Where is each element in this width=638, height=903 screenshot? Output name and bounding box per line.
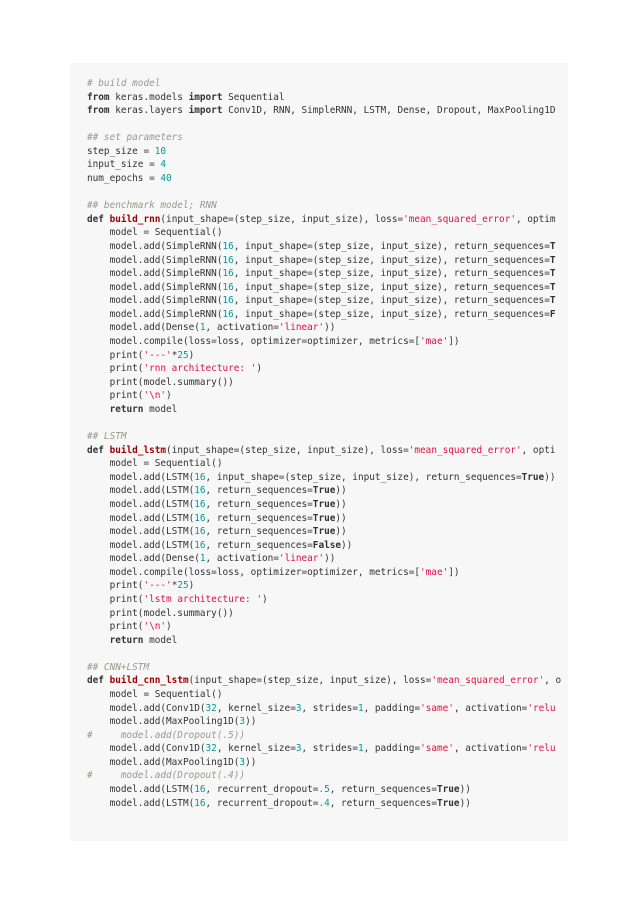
code-text: )) [335, 512, 347, 524]
code-text: )) [245, 716, 257, 728]
code-line [87, 131, 568, 145]
code-line [87, 362, 568, 376]
code-text: model.add(Dense( [87, 322, 200, 334]
code-keyword: def [87, 444, 104, 456]
code-number: 16 [222, 281, 234, 293]
code-text: model.add(LSTM( [87, 784, 195, 796]
code-text: , strides= [301, 702, 358, 714]
code-text: , input_shape=(step_size, input_size), return_sequences= [233, 295, 550, 307]
code-keyword: def [87, 213, 104, 225]
code-string: '\n' [143, 390, 167, 402]
code-number: 16 [194, 485, 206, 497]
code-text: model.compile(loss=loss, optimizer=optimizer, metrics=[ [87, 566, 421, 578]
code-number: 40 [160, 173, 172, 185]
code-text: print( [87, 580, 144, 592]
code-text: model.add(Conv1D( [87, 743, 206, 755]
code-line [87, 756, 568, 770]
code-text: , return_sequences= [205, 539, 313, 551]
code-text: , input_shape=(step_size, input_size), return_sequences= [205, 471, 522, 483]
code-boolean: T [549, 268, 556, 280]
code-line [87, 118, 568, 132]
code-text: model.add(Dense( [87, 553, 200, 565]
code-line [87, 539, 568, 553]
code-line [87, 104, 568, 118]
code-string: '---' [143, 580, 172, 592]
code-line [87, 444, 568, 458]
code-number: 32 [205, 743, 217, 755]
code-boolean: False [312, 539, 342, 551]
code-keyword: def [87, 675, 104, 687]
code-text: model.add(Conv1D( [87, 702, 206, 714]
code-text: ) [188, 349, 195, 361]
code-text: , activation= [453, 702, 528, 714]
code-boolean: F [549, 308, 556, 320]
code-text: )) [324, 553, 336, 565]
code-listing [70, 63, 568, 810]
code-number: 16 [222, 240, 234, 252]
code-string: 'same' [420, 743, 454, 755]
code-comment: # model.add(Dropout(.5)) [87, 729, 246, 741]
code-line [87, 579, 568, 593]
code-boolean: T [549, 295, 556, 307]
code-text: print(model.summary()) [87, 376, 234, 388]
code-number: 16 [194, 797, 206, 809]
code-number: 4 [160, 159, 167, 171]
code-text: , return_sequences= [329, 797, 437, 809]
code-text: , padding= [363, 743, 421, 755]
code-text: print(model.summary()) [87, 607, 234, 619]
code-keyword: return [109, 634, 144, 646]
code-line [87, 308, 568, 322]
code-text: , input_shape=(step_size, input_size), return_sequences= [233, 281, 550, 293]
code-text: keras.layers [109, 105, 189, 117]
code-string: 'linear' [278, 322, 325, 334]
code-text: model.add(MaxPooling1D( [87, 716, 240, 728]
code-line [87, 430, 568, 444]
code-text: , recurrent_dropout= [205, 797, 319, 809]
code-text: model.add(LSTM( [87, 539, 195, 551]
code-number: 16 [194, 498, 206, 510]
code-comment: ## set parameters [87, 132, 183, 144]
code-text [87, 635, 110, 646]
code-text: , opti [521, 444, 556, 456]
code-number: 16 [222, 295, 234, 307]
code-text: print( [87, 593, 144, 605]
code-number: 16 [194, 471, 206, 483]
code-number: 16 [194, 526, 206, 538]
code-string: 'linear' [278, 553, 325, 565]
code-line [87, 254, 568, 268]
code-boolean: T [549, 240, 556, 252]
code-boolean: True [436, 797, 460, 809]
code-line [87, 566, 568, 580]
code-line [87, 593, 568, 607]
code-line [87, 403, 568, 417]
code-text: )) [335, 526, 347, 538]
code-line [87, 281, 568, 295]
code-line [87, 484, 568, 498]
code-comment: # model.add(Dropout(.4)) [87, 770, 246, 782]
code-number: 3 [239, 756, 246, 768]
code-text: , input_shape=(step_size, input_size), return_sequences= [233, 254, 550, 266]
code-string: 'rnn architecture: ' [143, 363, 257, 375]
code-text: Conv1D, RNN, SimpleRNN, LSTM, Dense, Dropout, MaxPooling1D [222, 105, 556, 117]
code-text: model.add(LSTM( [87, 498, 195, 510]
code-line [87, 674, 568, 688]
code-text: , return_sequences= [205, 512, 313, 524]
code-string: '---' [143, 349, 172, 361]
code-line [87, 158, 568, 172]
code-text: (input_shape=(step_size, input_size), loss= [166, 444, 409, 456]
code-number: 1 [357, 743, 364, 755]
code-string: '\n' [143, 621, 167, 633]
code-number: 3 [295, 702, 302, 714]
code-line [87, 552, 568, 566]
code-text: ) [166, 390, 172, 402]
code-string: 'mean_squared_error' [431, 675, 545, 687]
code-text [87, 404, 110, 415]
code-number: 16 [194, 784, 206, 796]
code-comment: # build model [87, 78, 161, 89]
code-number: 3 [295, 743, 302, 755]
code-text: , strides= [301, 743, 358, 755]
code-text: print( [87, 390, 144, 402]
code-line [87, 376, 568, 390]
code-text: , input_shape=(step_size, input_size), return_sequences= [233, 268, 550, 280]
code-function-name: build_cnn_lstm [109, 675, 189, 687]
code-number: 1 [357, 702, 364, 714]
code-number: 16 [222, 308, 234, 320]
code-line [87, 742, 568, 756]
code-text: ) [261, 593, 268, 605]
code-text: )) [245, 756, 257, 768]
code-text: , padding= [363, 702, 421, 714]
code-line [87, 634, 568, 648]
code-line [87, 769, 568, 783]
code-line [87, 702, 568, 716]
code-text: model [143, 634, 178, 646]
code-number: 25 [177, 580, 189, 592]
code-text: , o [544, 675, 562, 687]
code-line [87, 335, 568, 349]
code-text: , return_sequences= [205, 498, 313, 510]
code-line [87, 294, 568, 308]
code-boolean: T [549, 281, 556, 293]
code-number: 16 [222, 254, 234, 266]
code-boolean: True [521, 471, 545, 483]
code-text: model.add(LSTM( [87, 471, 195, 483]
code-text: (input_shape=(step_size, input_size), loss= [188, 675, 432, 687]
code-line [87, 661, 568, 675]
code-number: .4 [318, 797, 330, 809]
code-function-name: build_lstm [109, 444, 167, 456]
code-text: )) [324, 322, 336, 334]
code-text: num_epochs = [87, 173, 161, 185]
code-number: 1 [199, 553, 206, 565]
code-number: 32 [205, 702, 217, 714]
code-text: , input_shape=(step_size, input_size), return_sequences= [233, 308, 550, 320]
code-number: 3 [239, 716, 246, 728]
code-boolean: True [312, 526, 336, 538]
code-number: 16 [194, 539, 206, 551]
code-text: model.add(LSTM( [87, 797, 195, 809]
code-text: ) [188, 580, 195, 592]
code-string: 'mean_squared_error' [408, 444, 522, 456]
code-keyword: from [87, 91, 110, 103]
code-text: model.add(MaxPooling1D( [87, 756, 240, 768]
code-text: input_size = [87, 159, 161, 171]
code-text: ) [166, 621, 172, 633]
code-line [87, 647, 568, 661]
code-text: )) [544, 471, 556, 483]
code-boolean: True [436, 784, 460, 796]
code-text: model [143, 403, 178, 415]
code-boolean: True [312, 512, 336, 524]
code-string: 'relu [527, 702, 556, 714]
code-line [87, 226, 568, 240]
code-text: model.compile(loss=loss, optimizer=optimizer, metrics=[ [87, 335, 421, 347]
code-text: (input_shape=(step_size, input_size), loss= [160, 213, 404, 225]
code-text: ) [256, 363, 262, 375]
code-text: )) [341, 539, 353, 551]
code-text: model.add(SimpleRNN( [87, 240, 223, 252]
code-line [87, 797, 568, 811]
code-text: model.add(SimpleRNN( [87, 295, 223, 307]
code-line [87, 607, 568, 621]
code-text: model.add(SimpleRNN( [87, 254, 223, 266]
code-comment: ## benchmark model; RNN [87, 200, 217, 212]
code-text: model.add(LSTM( [87, 512, 195, 524]
code-text: , kernel_size= [216, 743, 296, 755]
code-function-name: build_rnn [109, 213, 161, 225]
code-number: 16 [194, 512, 206, 524]
code-text: model = Sequential() [87, 227, 223, 239]
code-text: , input_shape=(step_size, input_size), return_sequences= [233, 240, 550, 252]
code-line [87, 715, 568, 729]
code-text: ]) [448, 566, 460, 578]
code-line [87, 620, 568, 634]
code-keyword: import [188, 91, 223, 103]
code-text: print( [87, 363, 144, 375]
code-string: 'lstm architecture: ' [143, 593, 262, 605]
code-text: model.add(SimpleRNN( [87, 268, 223, 280]
code-text: keras.models [109, 91, 189, 103]
code-text: )) [335, 485, 347, 497]
code-line [87, 321, 568, 335]
code-keyword: return [109, 403, 144, 415]
code-text: * [171, 349, 178, 361]
code-text: model.add(SimpleRNN( [87, 308, 223, 320]
code-number: 25 [177, 349, 189, 361]
code-text: model = Sequential() [87, 689, 223, 701]
code-line [87, 688, 568, 702]
code-line [87, 416, 568, 430]
code-line [87, 186, 568, 200]
code-line [87, 525, 568, 539]
code-boolean: T [549, 254, 556, 266]
code-line [87, 349, 568, 363]
code-comment: ## LSTM [87, 431, 127, 443]
code-text: model = Sequential() [87, 458, 223, 470]
code-line [87, 77, 568, 91]
code-string: 'same' [420, 702, 454, 714]
code-text: model.add(LSTM( [87, 485, 195, 497]
code-line [87, 783, 568, 797]
code-text: , return_sequences= [205, 485, 313, 497]
code-line [87, 512, 568, 526]
code-text: , activation= [453, 743, 528, 755]
code-string: 'mean_squared_error' [403, 213, 516, 225]
code-line [87, 145, 568, 159]
code-text: , return_sequences= [205, 526, 313, 538]
code-text: Sequential [222, 91, 285, 103]
code-line [87, 498, 568, 512]
code-text: , optim [516, 213, 556, 225]
code-keyword: from [87, 105, 110, 117]
code-number: .5 [318, 784, 330, 796]
code-line [87, 240, 568, 254]
code-text: print( [87, 621, 144, 633]
code-text: model.add(LSTM( [87, 526, 195, 538]
code-comment: ## CNN+LSTM [87, 661, 150, 673]
code-line [87, 91, 568, 105]
code-number: 16 [222, 268, 234, 280]
code-text: model.add(SimpleRNN( [87, 281, 223, 293]
code-number: 10 [154, 145, 167, 157]
code-text: step_size = [87, 145, 155, 157]
code-text: , kernel_size= [216, 702, 296, 714]
code-line [87, 471, 568, 485]
code-line [87, 267, 568, 281]
code-text: , activation= [205, 322, 279, 334]
code-text: )) [335, 498, 347, 510]
code-text: , activation= [205, 553, 279, 565]
code-line [87, 172, 568, 186]
code-text: ]) [448, 335, 460, 347]
code-text: , return_sequences= [329, 784, 437, 796]
code-keyword: import [188, 105, 223, 117]
code-text: print( [87, 349, 144, 361]
code-line [87, 457, 568, 471]
code-boolean: True [312, 485, 336, 497]
code-text: * [171, 580, 178, 592]
code-text: , recurrent_dropout= [205, 784, 319, 796]
code-line [87, 199, 568, 213]
code-boolean: True [312, 498, 336, 510]
code-string: 'relu [527, 743, 556, 755]
code-block [70, 63, 568, 841]
code-text: )) [459, 797, 471, 809]
code-line [87, 729, 568, 743]
code-line [87, 213, 568, 227]
code-string: 'mae' [420, 335, 449, 347]
code-line [87, 389, 568, 403]
code-text: )) [459, 784, 471, 796]
code-string: 'mae' [420, 566, 449, 578]
code-number: 1 [199, 322, 206, 334]
